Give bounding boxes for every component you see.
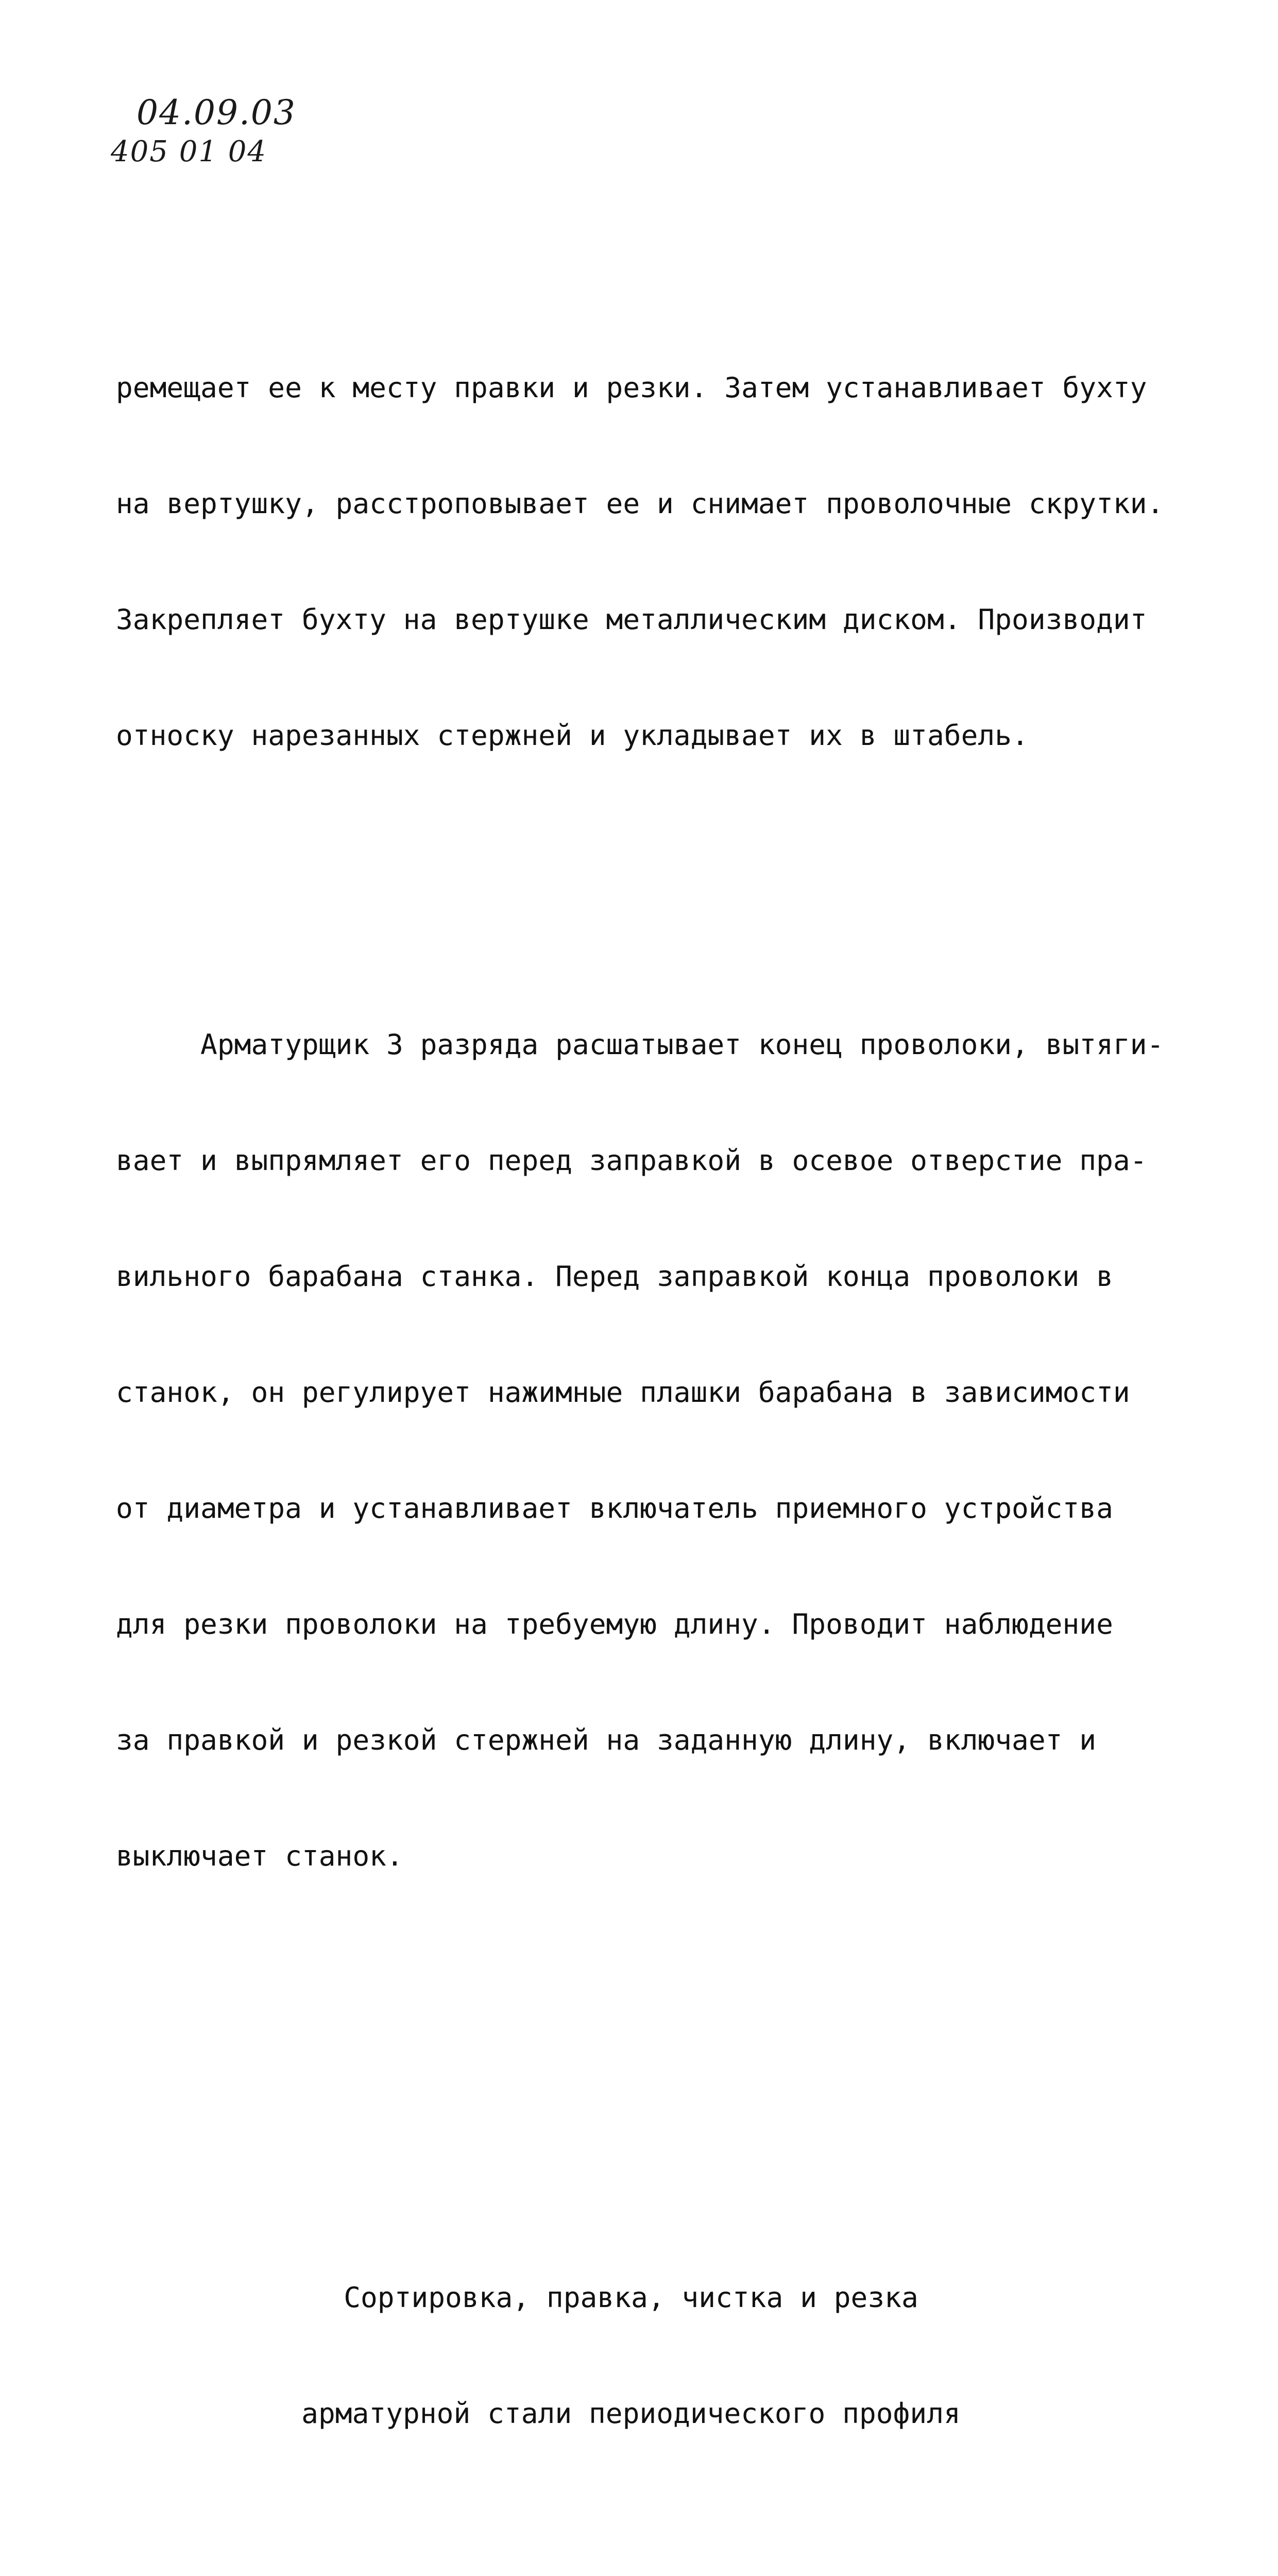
heading-line: Сортировка, правка, чистка и резка [344, 2281, 918, 2314]
text-line: Закрепляет бухту на вертушке металлическим диском. Производит [116, 603, 1147, 636]
section-heading-sorting [116, 2201, 1146, 2510]
document-body [116, 175, 1177, 2576]
text-line: ремещает ее к месту правки и резки. Затем устанавливает бухту [116, 371, 1147, 404]
text-line: вильного барабана станка. Перед заправкой конца проволоки в [116, 1260, 1113, 1293]
handwritten-code-stamp: 405 01 04 [111, 135, 267, 168]
handwritten-date-stamp: 04.09.03 [137, 93, 296, 132]
text-line: выключает станок. [116, 1839, 403, 1872]
text-line: станок, он регулирует нажимные плашки барабана в зависимости [116, 1376, 1130, 1409]
text-line: на вертушку, расстроповывает ее и снимает проволочные скрутки. [116, 487, 1164, 520]
text-line: за правкой и резкой стержней на заданную длину, включает и [116, 1723, 1097, 1756]
text-line: вает и выпрямляет его перед заправкой в осевое отверстие пра- [116, 1144, 1147, 1177]
paragraph-1 [116, 291, 1177, 832]
heading-line: арматурной стали периодического профиля [301, 2397, 961, 2430]
text-line: относку нарезанных стержней и укладывает их в штабель. [116, 719, 1029, 752]
text-line: от диаметра и устанавливает включатель приемного устройства [116, 1492, 1113, 1524]
spacer [116, 2069, 1177, 2085]
text-line: Арматурщик 3 разряда расшатывает конец проволоки, вытяги- [116, 1028, 1164, 1061]
text-line: для резки проволоки на требуемую длину. Проводит наблюдение [116, 1607, 1113, 1640]
paragraph-2 [116, 948, 1177, 1953]
